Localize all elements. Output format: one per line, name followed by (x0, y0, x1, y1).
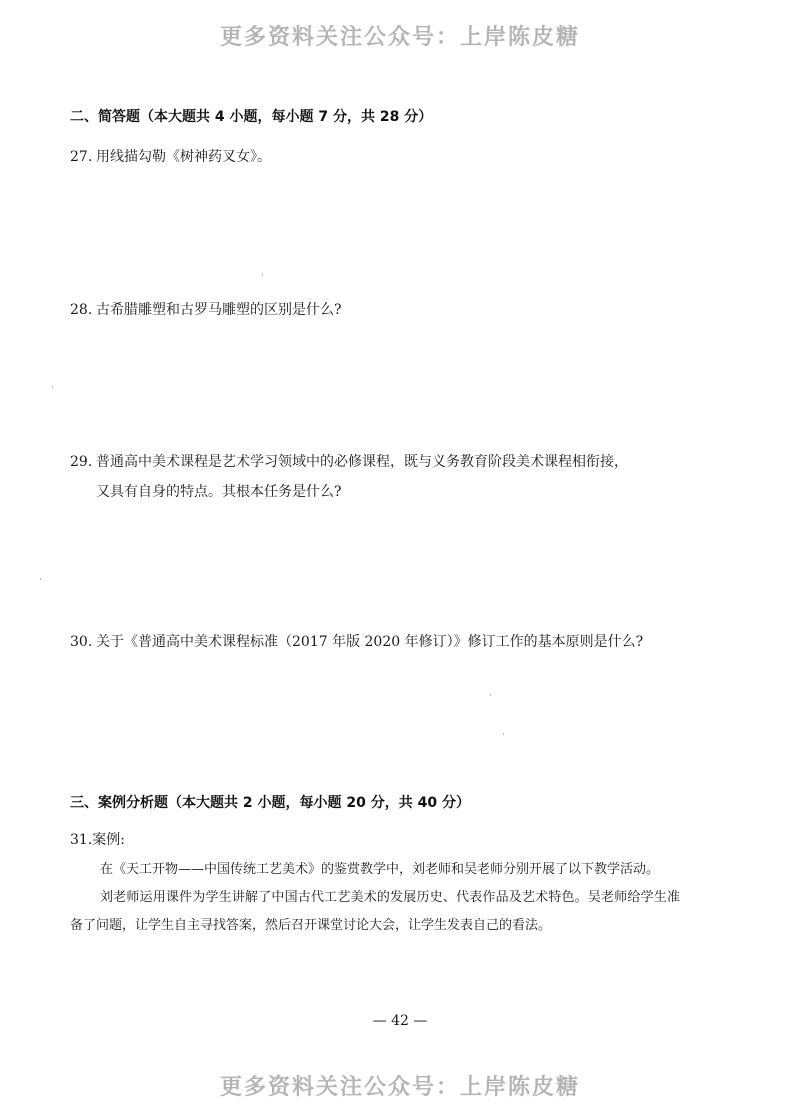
question-number: 27. (70, 149, 93, 165)
case-label: 案例: (92, 832, 125, 848)
question-text-continued: 又具有自身的特点。其根本任务是什么? (96, 484, 342, 500)
scan-speck (40, 578, 41, 580)
watermark-bottom: 更多资料关注公众号：上岸陈皮糖 (219, 1075, 580, 1100)
question-number: 30. (70, 634, 93, 650)
scan-speck (52, 386, 53, 388)
question-number: 28. (70, 302, 93, 318)
case-31-body (70, 856, 680, 940)
section-2-title: 二、简答题（本大题共 4 小题，每小题 7 分，共 28 分） (70, 109, 433, 125)
page-number: — 42 — (372, 1013, 428, 1029)
case-paragraph-1: 在《天工开物——中国传统工艺美术》的鉴赏教学中，刘老师和吴老师分别开展了以下教学活动。 (100, 862, 660, 877)
question-29 (70, 447, 710, 507)
scan-speck (503, 733, 504, 735)
question-text: 普通高中美术课程是艺术学习领域中的必修课程，既与义务教育阶段美术课程相衔接， (96, 454, 628, 470)
question-text: 古希腊雕塑和古罗马雕塑的区别是什么? (96, 302, 342, 318)
question-text: 关于《普通高中美术课程标准（2017 年版 2020 年修订）》修订工作的基本原则是什么? (96, 634, 644, 650)
question-28 (70, 295, 710, 325)
question-number: 31. (70, 832, 93, 848)
case-paragraph-2: 刘老师运用课件为学生讲解了中国古代工艺美术的发展历史、代表作品及艺术特色。吴老师给学生准备了问题，让学生自主寻找答案，然后召开课堂讨论大会，让学生发表自己的看法。 (70, 890, 680, 933)
question-27 (70, 142, 710, 172)
question-31-header (70, 826, 125, 854)
scan-speck (490, 694, 491, 696)
watermark-top: 更多资料关注公众号：上岸陈皮糖 (219, 25, 580, 50)
section-3-title: 三、案例分析题（本大题共 2 小题，每小题 20 分，共 40 分） (70, 795, 470, 811)
question-number: 29. (70, 454, 93, 470)
question-text: 用线描勾勒《树神药叉女》。 (96, 149, 271, 165)
scan-speck (262, 274, 263, 276)
question-30 (70, 627, 710, 657)
